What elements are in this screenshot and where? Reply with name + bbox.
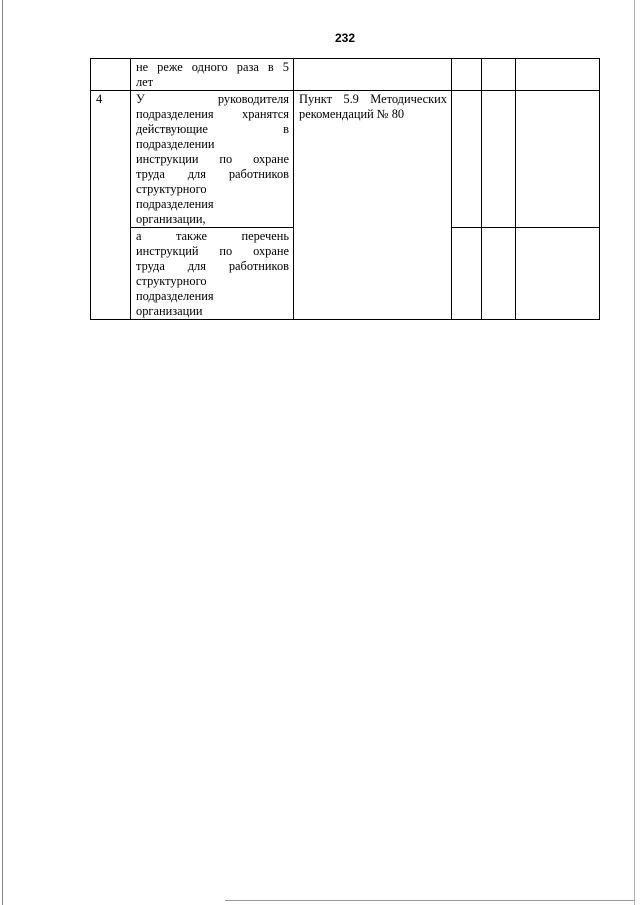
text-line: структурного — [136, 274, 207, 288]
requirements-table — [90, 58, 600, 320]
text-line: организации — [136, 304, 203, 318]
cell-reference — [294, 91, 452, 320]
page-edge-left — [2, 0, 3, 905]
cell-mark-1 — [452, 91, 482, 228]
text-line: действующие в — [136, 122, 289, 136]
cell-mark-2 — [482, 228, 516, 320]
text-line: а также перечень — [136, 229, 289, 243]
text-line: инструкции по охране — [136, 152, 289, 166]
text-line: подразделении — [136, 137, 215, 151]
table-row-4 — [91, 91, 600, 228]
cell-mark-3 — [516, 91, 600, 228]
cell-row-number — [91, 59, 131, 91]
cell-mark-2 — [482, 91, 516, 228]
text-line: У руководителя — [136, 92, 289, 106]
text-line: труда для работников — [136, 167, 289, 181]
text-line: подразделения — [136, 197, 214, 211]
text-line: подразделения хранятся — [136, 107, 289, 121]
text-line: подразделения — [136, 289, 214, 303]
table-row-continuation — [91, 59, 600, 91]
page-edge-bottom — [225, 900, 635, 901]
cell-requirement-part-b — [131, 228, 294, 320]
cell-row-number: 4 — [91, 91, 131, 320]
cell-mark-1 — [452, 228, 482, 320]
cell-reference — [294, 59, 452, 91]
cell-mark-3 — [516, 59, 600, 91]
text-line: организации, — [136, 212, 206, 226]
cell-requirement-part-a — [131, 91, 294, 228]
page-edge-right — [634, 0, 635, 905]
page-number: 232 — [334, 31, 356, 45]
text-line: Пункт 5.9 Методических — [299, 92, 447, 106]
text-line: рекомендаций № 80 — [299, 107, 405, 121]
text-line: не реже одного раза в 5 — [136, 60, 289, 74]
text-line: структурного — [136, 182, 207, 196]
cell-mark-2 — [482, 59, 516, 91]
cell-requirement — [131, 59, 294, 91]
text-line: труда для работников — [136, 259, 289, 273]
text-line: лет — [136, 75, 154, 89]
cell-mark-3 — [516, 228, 600, 320]
text-line: инструкций по охране — [136, 244, 289, 258]
cell-mark-1 — [452, 59, 482, 91]
